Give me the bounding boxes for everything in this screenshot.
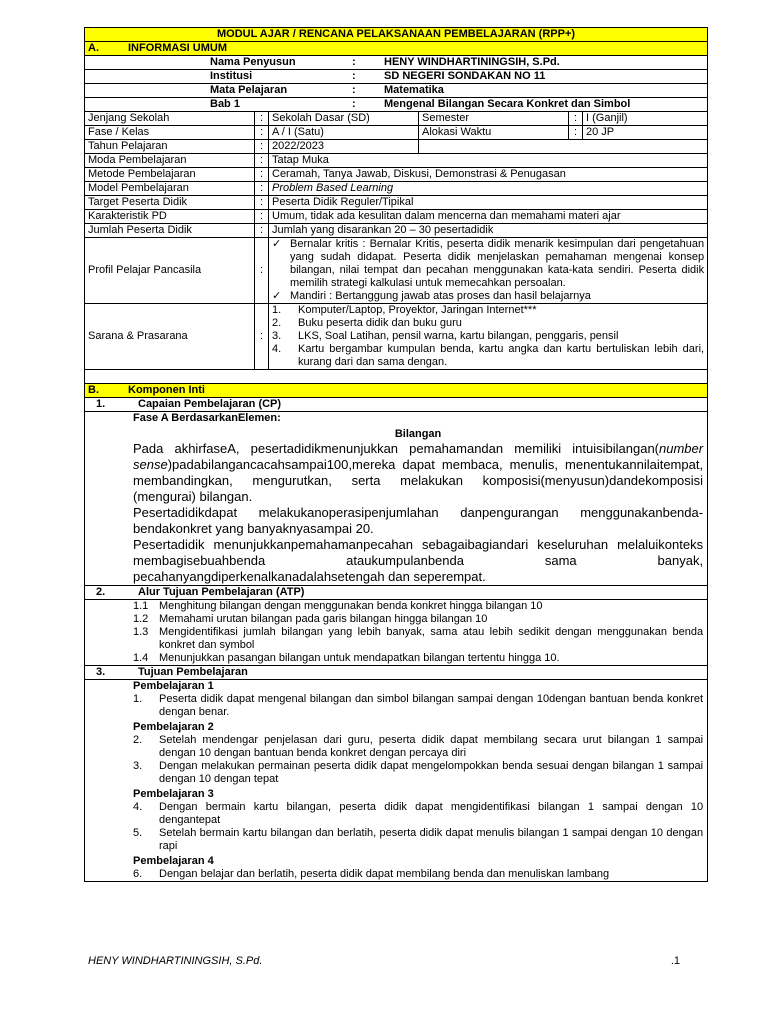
cp-body (85, 412, 708, 586)
document-title: MODUL AJAR / RENCANA PELAKSANAAN PEMBELAJARAN (RPP+) (85, 28, 708, 42)
page-footer (88, 955, 680, 967)
info-top-label: Institusi (210, 70, 253, 82)
pembelajaran-heading: Pembelajaran 2 (133, 721, 214, 733)
profil-item: ✓ Mandiri : Bertanggung jawab atas proses dan hasil belajarnya (272, 290, 591, 302)
sarana-item: 1. Komputer/Laptop, Proyektor, Jaringan Internet*** (272, 304, 537, 316)
atp-title: Alur Tujuan Pembelajaran (ATP) (138, 586, 305, 598)
colon: : (255, 154, 269, 168)
tujuan-item: 3. Dengan melakukan permainan peserta didik dapat mengelompokkan benda sesuai dengan bilangan 1 sampai dengan 10 dengan tepat (133, 760, 704, 785)
info-row-value: Problem Based Learning (269, 182, 708, 196)
info-row-value: Umum, tidak ada kesulitan dalam mencerna dan memahami materi ajar (269, 210, 708, 224)
document-page (84, 27, 707, 882)
info-row-label: Metode Pembelajaran (85, 168, 255, 182)
sarana-list (269, 304, 708, 370)
alokasi-value: 20 JP (583, 126, 708, 140)
pembelajaran-heading: Pembelajaran 4 (133, 855, 214, 867)
colon: : (352, 84, 356, 96)
cp-header: 1. Capaian Pembelajaran (CP) (85, 398, 708, 412)
info-row-label: Target Peserta Didik (85, 196, 255, 210)
colon: : (255, 238, 269, 304)
section-b-header (85, 384, 708, 398)
info-top-label: Bab 1 (210, 98, 240, 110)
info-top-label: Nama Penyusun (210, 56, 296, 68)
cp-paragraph-1: Pada akhirfaseA, pesertadidikmenunjukkan pemahamandan memiliki intuisibilangan(number sense)padabilangancacahsampai100,mereka dapat membaca, menulis, menentukannilaitempat, membandingkan, mengurutkan, serta melakukan komposisi(menyusun)dandekomposisi (mengurai) bilangan. (133, 441, 704, 504)
info-top-value: SD NEGERI SONDAKAN NO 11 (384, 70, 546, 82)
pembelajaran-heading: Pembelajaran 3 (133, 788, 214, 800)
semester-label: Semester (419, 112, 569, 126)
semester-value: I (Ganjil) (583, 112, 708, 126)
colon: : (255, 126, 269, 140)
atp-item: 1.1 Menghitung bilangan dengan menggunakan benda konkret hingga bilangan 10 (133, 600, 543, 612)
colon: : (352, 56, 356, 68)
colon: : (255, 112, 269, 126)
info-row-label: Model Pembelajaran (85, 182, 255, 196)
tujuan-item: 4. Dengan bermain kartu bilangan, peserta didik dapat mengidentifikasi bilangan 1 sampai dengan 10 dengantepat (133, 801, 704, 826)
pembelajaran-heading: Pembelajaran 1 (133, 680, 214, 692)
alokasi-label: Alokasi Waktu (419, 126, 569, 140)
spacer-row (85, 370, 708, 384)
sarana-label: Sarana & Prasarana (85, 304, 255, 370)
cp-paragraph-2: Pesertadidikdapat melakukanoperasipenjumlahan danpengurangan menggunakanbenda-bendakonkret yang banyaknyasampai 20. (133, 505, 704, 536)
fase-label: Fase / Kelas (85, 126, 255, 140)
info-top-value: Mengenal Bilangan Secara Konkret dan Simbol (384, 98, 631, 110)
fase-value: A / I (Satu) (269, 126, 419, 140)
footer-author: HENY WINDHARTININGSIH, S.Pd. (88, 955, 263, 967)
profil-item: ✓ Bernalar kritis : Bernalar Kritis, peserta didik menarik kesimpulan dari pengetahuan yang sudah didapat. Peserta didik menjelaskan pemahaman mengenai konsep bilangan, nilai tempat dan pecahan menggunakan kata-kata sendiri. Peserta didik memilih strategi kalkulasi untuk memecahkan persoalan. (272, 238, 705, 289)
colon: : (255, 224, 269, 238)
tujuan-title: Tujuan Pembelajaran (138, 666, 248, 678)
info-row-value: Jumlah yang disarankan 20 – 30 pesertadidik (269, 224, 708, 238)
tujuan-item: 6. Dengan belajar dan berlatih, peserta didik dapat membilang benda dan menuliskan lambang (133, 868, 610, 880)
atp-item: 1.3 Mengidentifikasi jumlah bilangan yang lebih banyak, sama atau lebih sedikit dengan menggunakan benda konkret dan symbol (133, 626, 704, 651)
colon: : (352, 98, 356, 110)
cp-subheading: Bilangan (394, 428, 442, 440)
colon: : (255, 304, 269, 370)
info-row-value: Ceramah, Tanya Jawab, Diskusi, Demonstrasi & Penugasan (269, 168, 708, 182)
colon: : (255, 196, 269, 210)
info-row-label: Moda Pembelajaran (85, 154, 255, 168)
info-top-value: HENY WINDHARTININGSIH, S.Pd. (384, 56, 560, 68)
info-row-label: Karakteristik PD (85, 210, 255, 224)
atp-list (85, 600, 708, 666)
section-b-number: B. (88, 384, 99, 396)
checkmark-icon: ✓ (272, 290, 282, 302)
atp-header: 2. Alur Tujuan Pembelajaran (ATP) (85, 586, 708, 600)
jenjang-label: Jenjang Sekolah (85, 112, 255, 126)
tujuan-item: 1. Peserta didik dapat mengenal bilangan dan simbol bilangan sampai dengan 10dengan bantuan benda konkret dengan benar. (133, 693, 704, 718)
tahun-label: Tahun Pelajaran (85, 140, 255, 154)
info-top-label: Mata Pelajaran (210, 84, 288, 96)
profil-list (269, 238, 708, 304)
cp-title: Capaian Pembelajaran (CP) (138, 398, 282, 410)
sarana-item: 3. LKS, Soal Latihan, pensil warna, kartu bilangan, penggaris, pensil (272, 330, 619, 342)
colon: : (255, 182, 269, 196)
tujuan-item: 2. Setelah mendengar penjelasan dari guru, peserta didik dapat membilang secara urut bilangan 1 sampai dengan 10 dengan bantuan benda konkret dengan percaya diri (133, 734, 704, 759)
info-top-value: Matematika (384, 84, 444, 96)
section-a-header (85, 42, 708, 56)
sarana-item: 2. Buku peserta didik dan buku guru (272, 317, 462, 329)
atp-item: 1.2 Memahami urutan bilangan pada garis bilangan hingga bilangan 10 (133, 613, 488, 625)
cp-paragraph-3: Pesertadidik menunjukkanpemahamanpecahan sebagaibagiandari keseluruhan melaluikonteks membagisebuahbenda ataukumpulanbenda sama banyak, pecahanyangdiperkenalkanadalahsetengah dan seperempat. (133, 537, 704, 584)
profil-label: Profil Pelajar Pancasila (85, 238, 255, 304)
atp-item: 1.4 Menunjukkan pasangan bilangan untuk mendapatkan bilangan tertentu hingga 10. (133, 652, 560, 664)
colon: : (352, 70, 356, 82)
info-row-value: Peserta Didik Reguler/Tipikal (269, 196, 708, 210)
colon: : (569, 126, 583, 140)
info-top (85, 56, 708, 70)
tahun-value: 2022/2023 (269, 140, 419, 154)
tujuan-header: 3. Tujuan Pembelajaran (85, 666, 708, 680)
colon: : (255, 210, 269, 224)
colon: : (255, 168, 269, 182)
section-b-label: Komponen Inti (128, 384, 205, 396)
page-number: .1 (670, 955, 680, 967)
tujuan-body (85, 680, 708, 882)
section-a-label: INFORMASI UMUM (128, 42, 227, 54)
sarana-item: 4. Kartu bergambar kumpulan benda, kartu angka dan kartu bertuliskan lebih dari, kurang dari dan sama dengan. (272, 343, 705, 368)
info-row-label: Jumlah Peserta Didik (85, 224, 255, 238)
rpp-table (84, 27, 708, 882)
colon: : (255, 140, 269, 154)
colon: : (569, 112, 583, 126)
checkmark-icon: ✓ (272, 238, 282, 250)
tujuan-item: 5. Setelah bermain kartu bilangan dan berlatih, peserta didik dapat menulis bilangan 1 sampai dengan 10 dengan rapi (133, 827, 704, 852)
info-row-value: Tatap Muka (269, 154, 708, 168)
jenjang-value: Sekolah Dasar (SD) (269, 112, 419, 126)
cp-fase: Fase A BerdasarkanElemen: (133, 412, 281, 424)
section-a-number: A. (88, 42, 99, 54)
